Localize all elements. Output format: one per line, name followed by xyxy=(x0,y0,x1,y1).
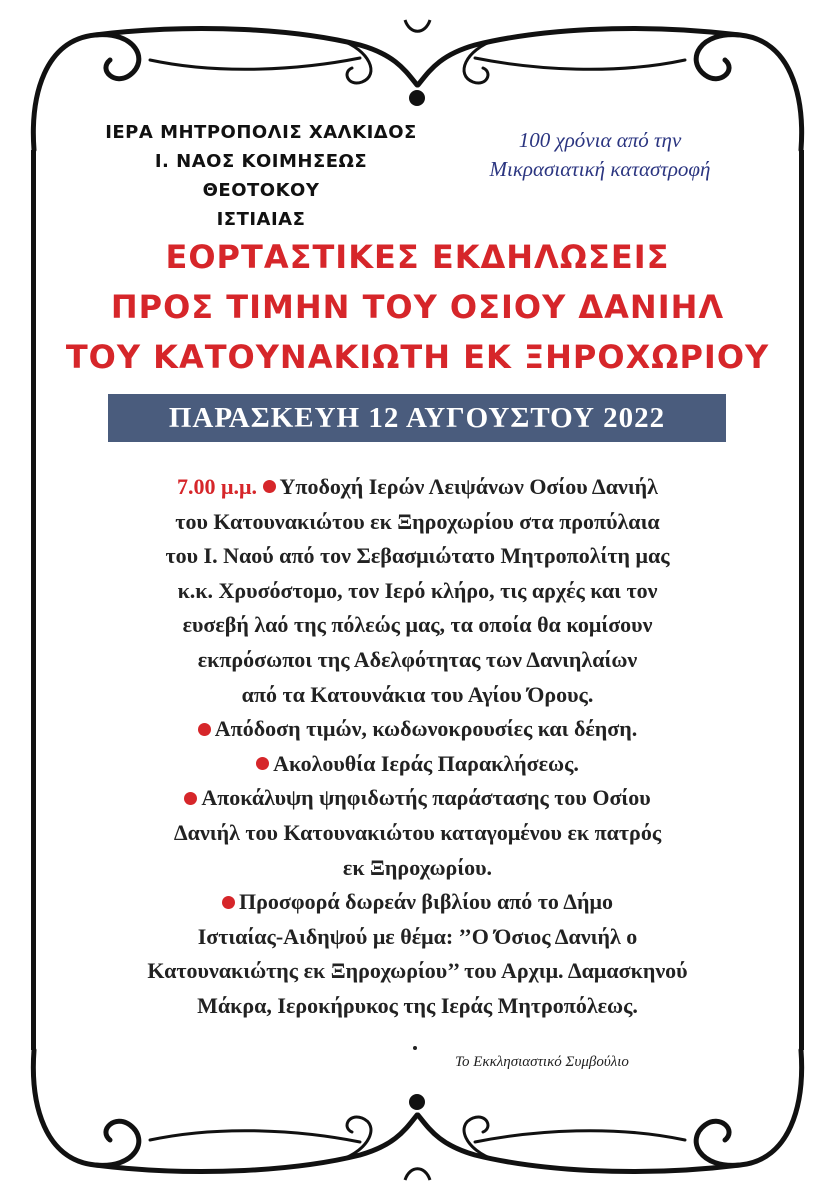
header-right-line-2: Μικρασιατική καταστροφή xyxy=(489,157,711,181)
header-left-line-2: Ι. ΝΑΟΣ ΚΟΙΜΗΣΕΩΣ ΘΕΟΤΟΚΟΥ xyxy=(154,151,368,201)
date-banner: ΠΑΡΑΣΚΕΥΗ 12 ΑΥΓΟΥΣΤΟΥ 2022 xyxy=(108,394,726,442)
signature: Το Εκκλησιαστικό Συμβούλιο xyxy=(455,1054,629,1070)
title-line-2: ΠΡΟΣ ΤΙΜΗΝ ΤΟΥ ΟΣΙΟΥ ΔΑΝΙΗΛ xyxy=(110,288,725,326)
item4-line-1: Αποκάλυψη ψηφιδωτής παράστασης του Οσίου xyxy=(201,785,651,811)
header-left-line-3: ΙΣΤΙΑΙΑΣ xyxy=(216,209,306,230)
program-text xyxy=(60,470,775,1024)
item1-line-5: ευσεβή λαό της πόλεώς μας, τα οποία θα κομίσουν xyxy=(182,612,653,638)
red-bullet-icon xyxy=(198,723,211,736)
title-line-1: ΕΟΡΤΑΣΤΙΚΕΣ ΕΚΔΗΛΩΣΕΙΣ xyxy=(165,238,670,276)
title-line-3: ΤΟΥ ΚΑΤΟΥΝΑΚΙΩΤΗ ΕΚ ΞΗΡΟΧΩΡΙΟΥ xyxy=(65,338,770,376)
item5-line-2: Ιστιαίας-Αιδηψού με θέμα: ’’Ο Όσιος Δανιήλ ο xyxy=(197,923,638,949)
program-item-4 xyxy=(60,781,775,816)
item5-line-1: Προσφορά δωρεάν βιβλίου από το Δήμο xyxy=(239,889,613,915)
item1-line-2: του Κατουνακιώτου εκ Ξηροχωρίου στα προπύλαια xyxy=(175,508,660,534)
bottom-center-dot xyxy=(409,1094,425,1110)
red-bullet-icon xyxy=(256,757,269,770)
header-right-line-1: 100 χρόνια από την xyxy=(518,128,682,152)
program-item-5 xyxy=(60,885,775,920)
right-border-bar xyxy=(799,150,804,1050)
item5-line-3: Κατουνακιώτης εκ Ξηροχωρίου’’ του Αρχιμ. Δαμασκηνού xyxy=(147,958,688,984)
item3-text: Ακολουθία Ιεράς Παρακλήσεως. xyxy=(273,750,579,776)
item1-line-1: Υποδοχή Ιερών Λειψάνων Οσίου Δανιήλ xyxy=(279,474,658,499)
item1-line-3: του Ι. Ναού από τον Σεβασμιώτατο Μητροπολίτη μας xyxy=(165,543,670,569)
red-bullet-icon xyxy=(222,896,235,909)
red-bullet-icon xyxy=(184,792,197,805)
item1-line-7: από τα Κατουνάκια του Αγίου Όρους. xyxy=(241,681,594,707)
program-item-2 xyxy=(60,712,775,747)
red-bullet-icon xyxy=(263,480,276,493)
bottom-ornament xyxy=(33,1050,801,1172)
item4-line-2: Δανιήλ του Κατουνακιώτου καταγομένου εκ πατρός xyxy=(173,819,662,845)
program-line-1 xyxy=(60,470,775,505)
item2-text: Απόδοση τιμών, κωδωνοκρουσίες και δέηση. xyxy=(214,716,638,742)
header-left-line-1: ΙΕΡΑ ΜΗΤΡΟΠΟΛΙΣ ΧΑΛΚΙΔΟΣ xyxy=(105,122,417,143)
item4-line-3: εκ Ξηροχωρίου. xyxy=(342,854,493,880)
stray-dot xyxy=(413,1046,417,1050)
event-time: 7.00 μ.μ. xyxy=(177,474,257,499)
item1-line-6: εκπρόσωποι της Αδελφότητας των Δανιηλαίων xyxy=(197,646,638,672)
top-center-dot xyxy=(409,90,425,106)
program-item-3 xyxy=(60,747,775,782)
item1-line-4: κ.κ. Χρυσόστομο, τον Ιερό κλήρο, τις αρχές και τον xyxy=(177,577,658,603)
left-border-bar xyxy=(31,150,36,1050)
item5-line-4: Μάκρα, Ιεροκήρυκος της Ιεράς Μητροπόλεως. xyxy=(197,992,638,1018)
event-title xyxy=(60,232,775,382)
anniversary-subtitle xyxy=(440,126,760,184)
metropolis-header xyxy=(96,118,426,234)
